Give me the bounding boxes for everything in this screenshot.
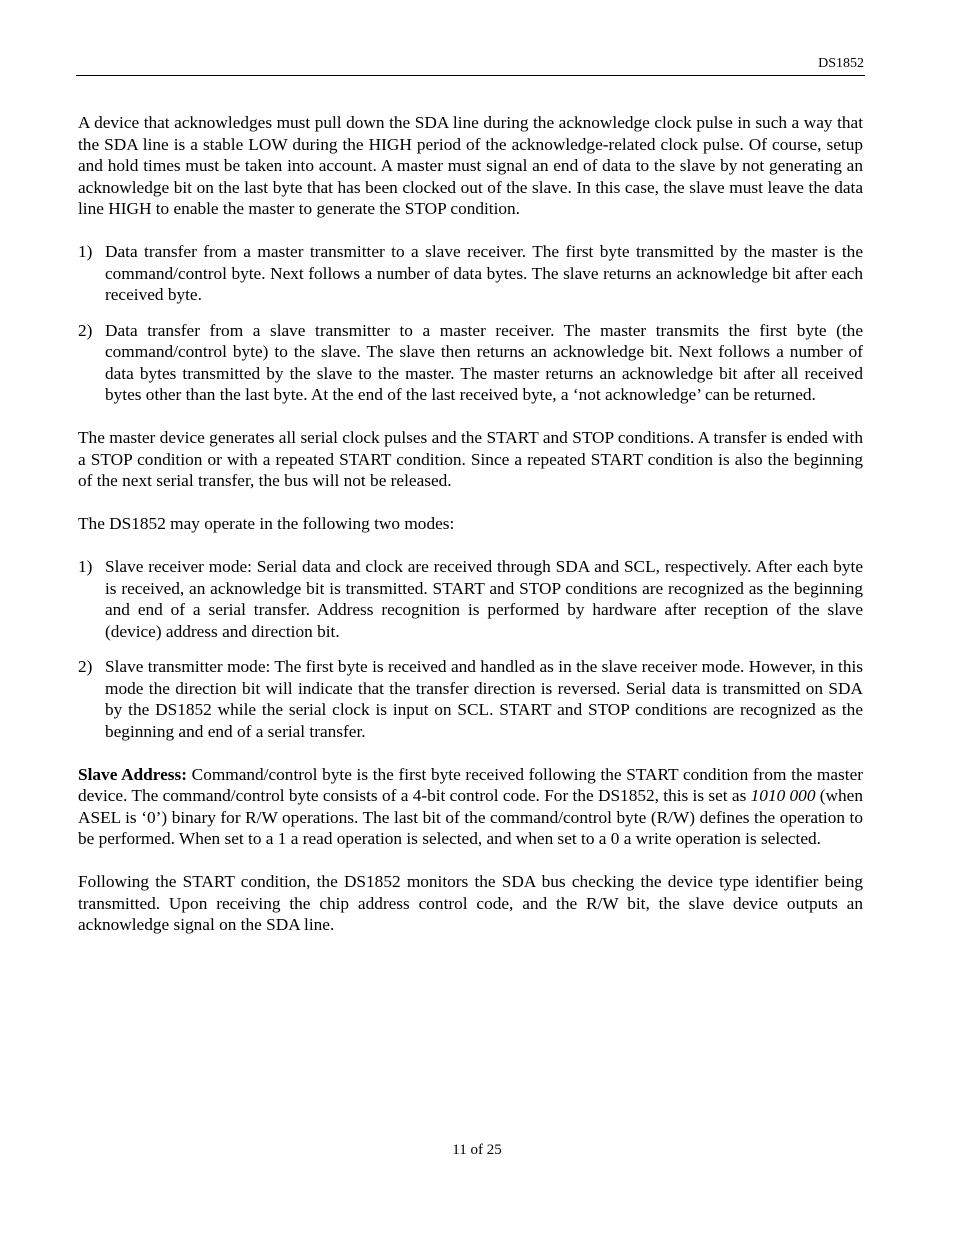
- list-item: [78, 556, 863, 642]
- list-item-number: 1): [78, 242, 93, 261]
- slave-address-label: Slave Address:: [78, 764, 188, 784]
- list-item-text: Slave receiver mode: Serial data and clock are received through SDA and SCL, respectively. After each byte is received, an acknowledge bit is transmitted. START and STOP conditions are recognized as the beginning and end of a serial transfer. Address recognition is performed by hardware after reception of the slave (device) address and direction bit.: [105, 557, 863, 641]
- intro-paragraph: A device that acknowledges must pull down the SDA line during the acknowledge clock pulse in such a way that the SDA line is a stable LOW during the HIGH period of the acknowledge-related clock pulse. Of course, setup and hold times must be taken into account. A master must signal an end of data to the slave by not generating an acknowledge bit on the last byte that has been clocked out of the slave. In this case, the slave must leave the data line HIGH to enable the master to generate the STOP condition.: [78, 113, 863, 218]
- list-item-text: Data transfer from a master transmitter to a slave receiver. The first byte transmitted by the master is the command/control byte. Next follows a number of data bytes. The slave returns an acknowledge bit after each received byte.: [105, 242, 863, 304]
- list-item-number: 2): [78, 320, 93, 340]
- slave-address-code: 1010 000: [750, 786, 816, 805]
- list-item-text: Data transfer from a slave transmitter to a master receiver. The master transmits the first byte (the command/control byte) to the slave. The slave then returns an acknowledge bit. Next follows a number of data bytes transmitted by the slave to the master. The master returns an acknowledge bit after all received bytes other than the last byte. At the end of the last received byte, a ‘not acknowledge’ can be returned.: [105, 320, 863, 404]
- modes-intro: The DS1852 may operate in the following two modes:: [78, 514, 455, 533]
- list-item-text: Slave transmitter mode: The first byte is received and handled as in the slave receiver mode. However, in this mode the direction bit will indicate that the transfer direction is reversed. Serial data is transmitted on SDA by the DS1852 while the serial clock is input on SCL. START and STOP conditions are recognized as the beginning and end of a serial transfer.: [105, 657, 863, 741]
- list-item-number: 1): [78, 557, 93, 576]
- page-body: [78, 112, 863, 957]
- final-paragraph: Following the START condition, the DS1852 monitors the SDA bus checking the device type identifier being transmitted. Upon receiving the chip address control code, and the R/W bit, the slave device outputs an acknowledge signal on the SDA line.: [78, 872, 863, 934]
- modes-list: [78, 556, 863, 742]
- slave-address-text-before: Command/control byte is the first byte received following the START condition from the master device. The command/control byte consists of a 4-bit control code. For the DS1852, this is set as: [78, 764, 863, 805]
- transfer-list: [78, 241, 863, 406]
- page-number: 11 of 25: [452, 1142, 502, 1158]
- list-item-number: 2): [78, 657, 93, 676]
- header-divider: [76, 75, 865, 76]
- list-item: [78, 241, 863, 306]
- list-item: [78, 320, 863, 406]
- header-part-number: DS1852: [818, 56, 864, 71]
- slave-address-text-after: (when ASEL is ‘0’) binary for R/W operations. The last bit of the command/control byte (R/W) defines the operation to be performed. When set to a 1 a read operation is selected, and when set to a 0 a write operation is selected.: [78, 786, 863, 848]
- slave-address-paragraph: [78, 764, 863, 850]
- master-paragraph: The master device generates all serial clock pulses and the START and STOP conditions. A transfer is ended with a STOP condition or with a repeated START condition. Since a repeated START condition is also the beginning of the next serial transfer, the bus will not be released.: [78, 428, 863, 490]
- list-item: [78, 656, 863, 742]
